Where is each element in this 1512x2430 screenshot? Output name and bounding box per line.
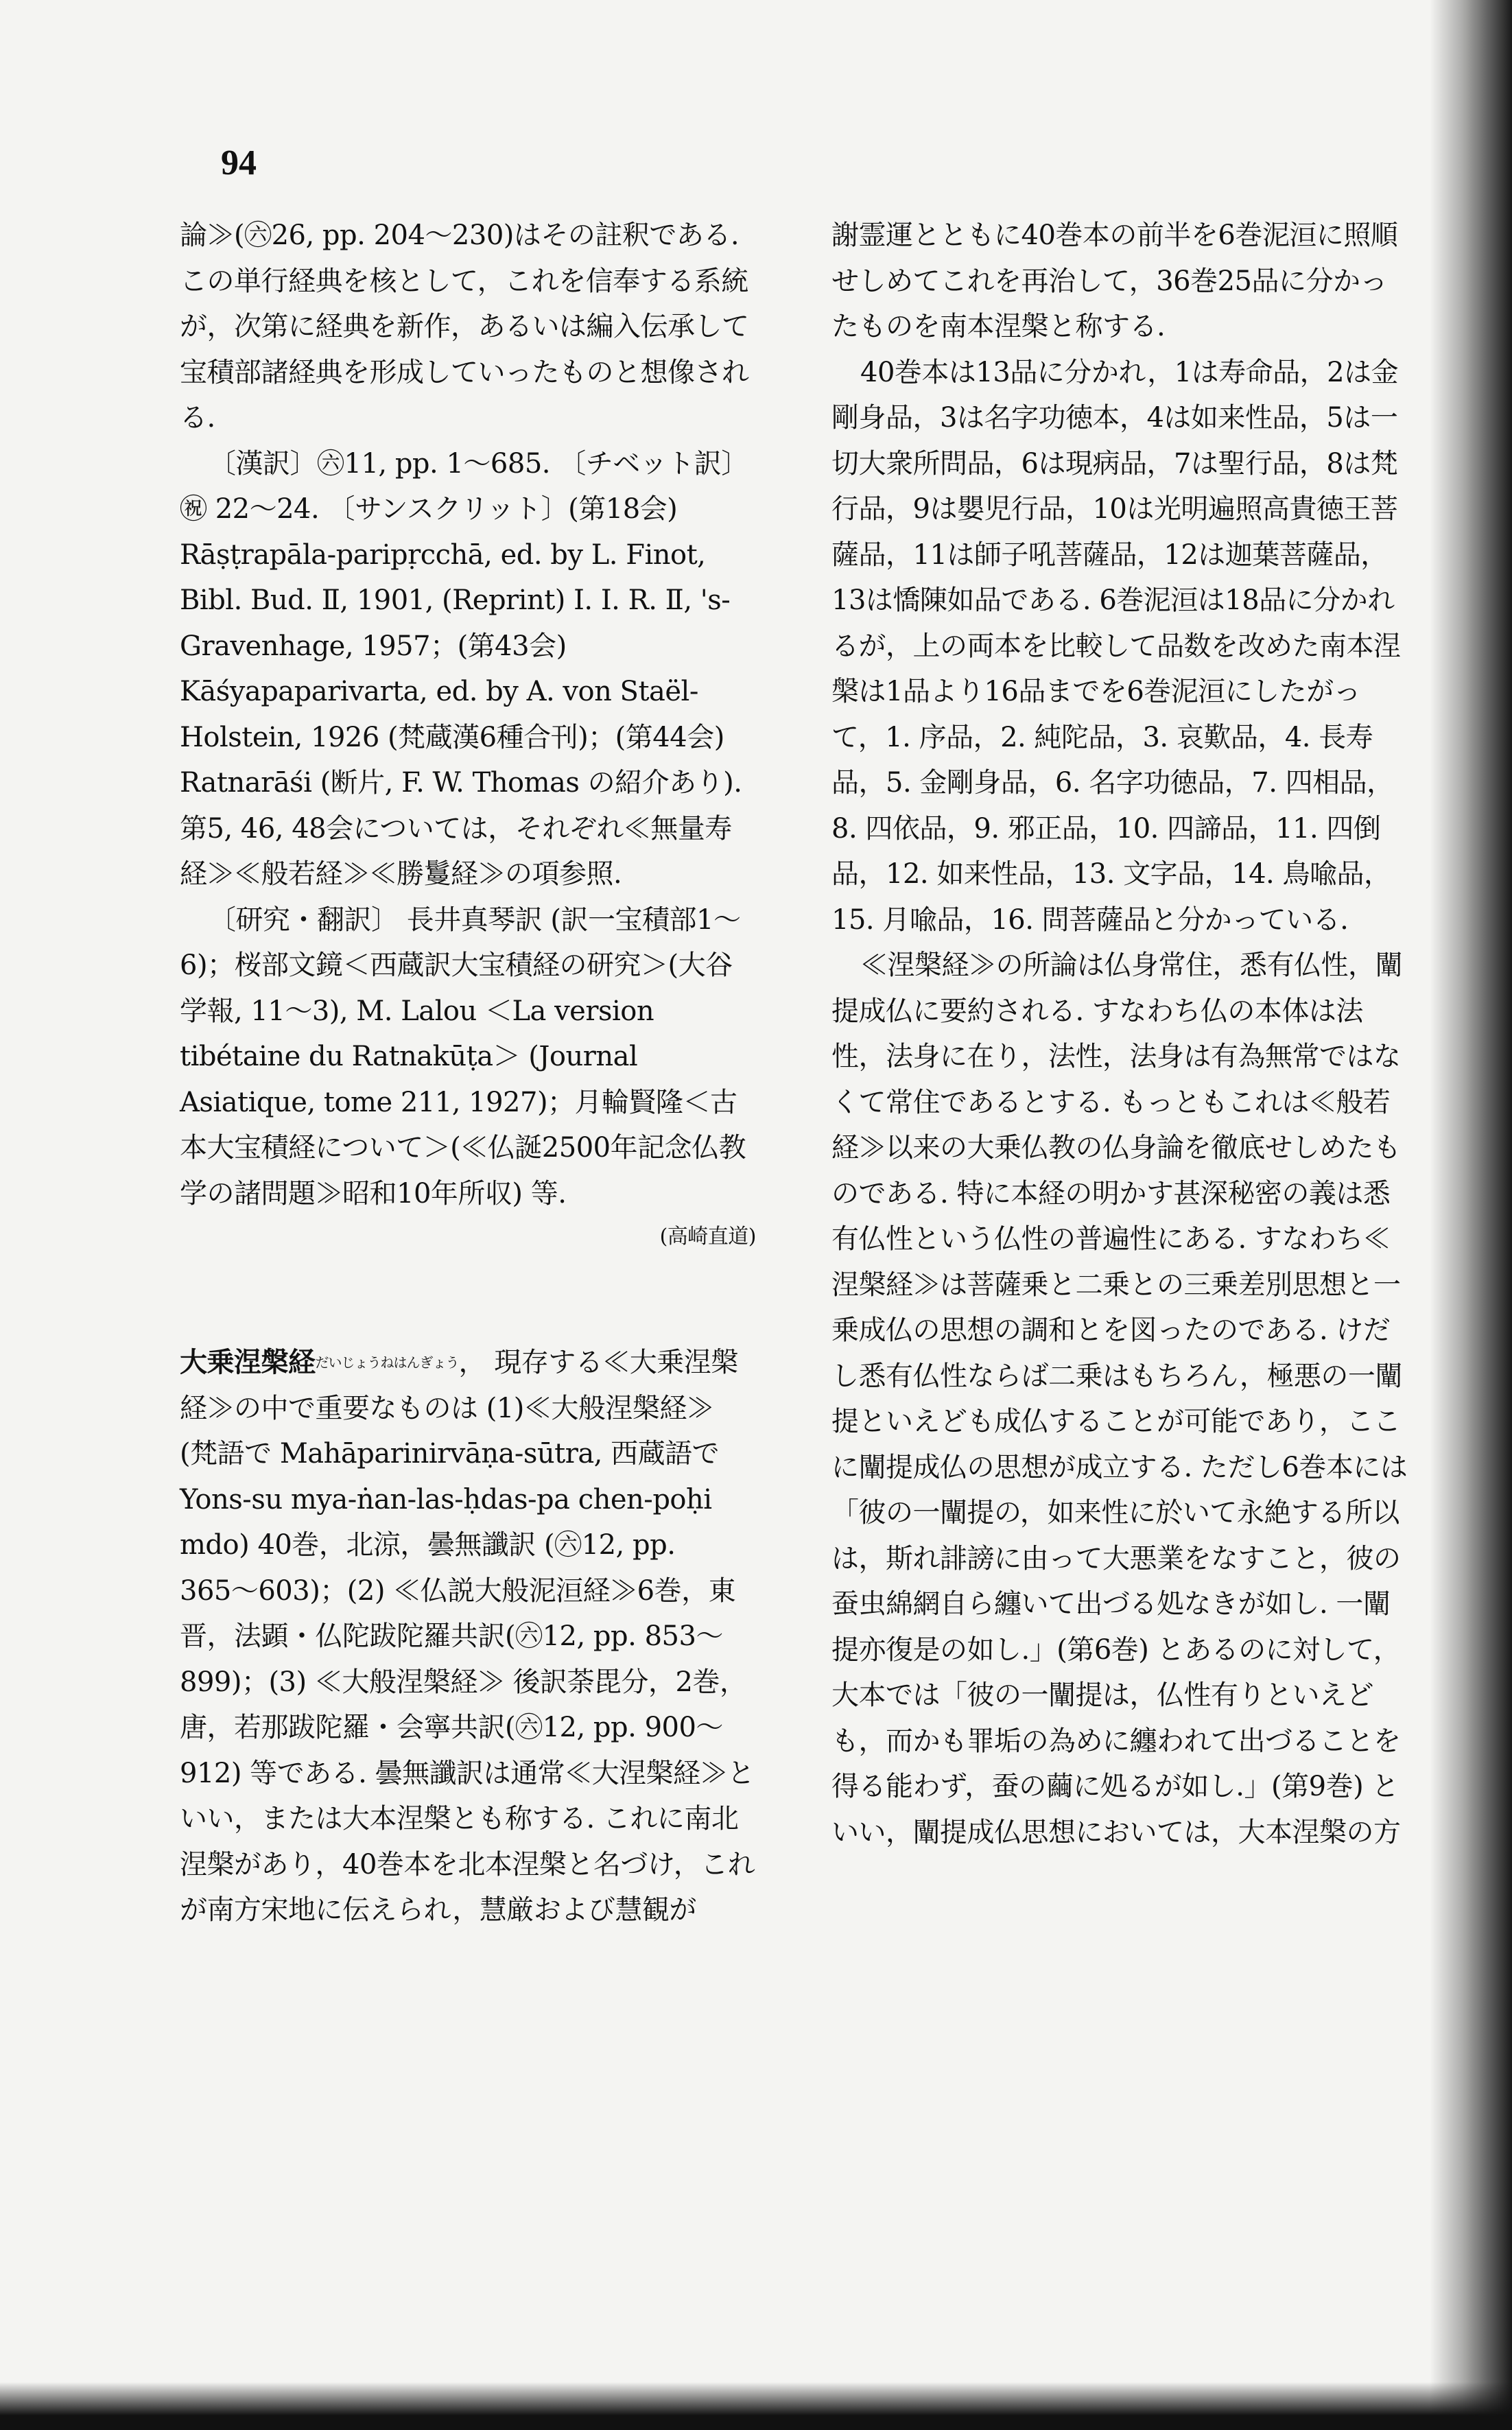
page-binding-shadow [1430,0,1512,2430]
paragraph: 〔研究・翻訳〕 長井真琴訳 (訳一宝積部1〜6)；桜部文鏡＜西蔵訳大宝積経の研究＞(大谷学報, 11〜3), M. Lalou ＜La version tibétaine du Ratnakūṭa＞ (Journal Asiatique, tome 211, 1927)；月輪賢隆＜古本大宝積経について＞(≪仏誕2500年記念仏教学の諸問題≫昭和10年所収) 等. [180,904,746,1210]
page-number: 94 [221,143,257,182]
entry-reading: だいじょうねはんぎょう [315,1354,459,1371]
page-bottom-edge [0,2382,1512,2430]
paragraph: 論≫(㊅26, pp. 204〜230)はその註釈である. この単行経典を核として，これを信奉する系統が，次第に経典を新作，あるいは編入伝承して宝積部諸経典を形成していったものと想像される. [180,220,749,434]
paragraph: ≪涅槃経≫の所論は仏身常住，悉有仏性，闡提成仏に要約される. すなわち仏の本体は法性，法身に在り，法性，法身は有為無常ではなくて常住であるとする. もっともこれは≪般若経≫以来の大乗仏教の仏身論を徹底せしめたものである. 特に本経の明かす甚深秘密の義は悉有仏性という仏性の普遍性にある. すなわち≪涅槃経≫は菩薩乗と二乗との三乗差別思想と一乗成仏の思想の調和とを図ったのである. けだし悉有仏性ならば二乗はもちろん，極悪の一闡提といえども成仏することが可能であり，ここに闡提成仏の思想が成立する. ただし6巻本には「彼の一闡提の，如来性に於いて永絶する所以は，斯れ誹謗に由って大悪業をなすこと，彼の蚕虫綿網自ら纏いて出づる処なきが如し. 一闡提亦復是の如し.」(第6巻) とあるのに対して，大本では「彼の一闡提は，仏性有りといえども，而かも罪垢の為めに纏われて出づることを得る能わず，蚕の繭に処るが如し.」(第9巻) といい，闡提成仏思想においては，大本涅槃の方 [831,949,1408,1848]
left-column [180,213,756,1933]
entry-paragraph: 大乗涅槃経$^{だいじょうねはんぎょう}$， 現存する≪大乗涅槃経≫の中で重要なものは (1)≪大般涅槃経≫ (梵語で Mahāparinirvāṇa-sūtra, 西蔵語で Yons-su mya-ṅan-las-ḥdas-pa chen-poḥi mdo) 40巻，北涼，曇無讖訳 (㊅12, pp. 365〜603)；(2) ≪仏説大般泥洹経≫6巻，東晋，法顕・仏陀跋陀羅共訳(㊅12, pp. 853〜899)；(3) ≪大般涅槃経≫ 後訳荼毘分，2巻，唐，若那跋陀羅・会寧共訳(㊅12, pp. 900〜912) 等である. 曇無讖訳は通常≪大涅槃経≫といい，または大本涅槃とも称する. これに南北涅槃があり，40巻本を北本涅槃と名づけ，これが南方宋地に伝えられ，慧厳および慧観が [180,1346,755,1926]
paragraph: 謝霊運とともに40巻本の前半を6巻泥洹に照順せしめてこれを再治して，36巻25品に分かったものを南本涅槃と称する. [831,220,1398,342]
entry-body: 現存する≪大乗涅槃経≫の中で重要なものは (1)≪大般涅槃経≫ (梵語で Mahāparinirvāṇa-sūtra, 西蔵語で Yons-su mya-ṅan-las-ḥdas-pa chen-poḥi mdo) 40巻，北涼，曇無讖訳 (㊅12, pp. 365〜603)；(2) ≪仏説大般泥洹経≫6巻，東晋，法顕・仏陀跋陀羅共訳(㊅12, pp. 853〜899)；(3) ≪大般涅槃経≫ 後訳荼毘分，2巻，唐，若那跋陀羅・会寧共訳(㊅12, pp. 900〜912) 等である. 曇無讖訳は通常≪大涅槃経≫といい，または大本涅槃とも称する. これに南北涅槃があり，40巻本を北本涅槃と名づけ，これが南方宋地に伝えられ，慧厳および慧観が [180,1347,755,1926]
entry-title: 大乗涅槃経 [180,1346,316,1378]
paragraph: 〔漢訳〕㊅11, pp. 1〜685. 〔チベット訳〕㊗ 22〜24. 〔サンスクリット〕(第18会) Rāṣṭrapāla-paripṛcchā, ed. by L. Finot, Bibl. Bud. Ⅱ, 1901, (Reprint) I. I. R. Ⅱ, 's-Gravenhage, 1957；(第43会) Kāśyapaparivarta, ed. by A. von Staël-Holstein, 1926 (梵蔵漢6種合刊)；(第44会) Ratnarāśi (断片, F. W. Thomas の紹介あり). 第5, 46, 48会については，それぞれ≪無量寿経≫≪般若経≫≪勝鬘経≫の項参照. [180,447,748,890]
author-credit: (高崎直道) [659,1225,756,1249]
right-column [831,213,1408,1855]
paragraph: 40巻本は13品に分かれ，1は寿命品，2は金剛身品，3は名字功徳本，4は如来性品，5は一切大衆所問品，6は現病品，7は聖行品，8は梵行品，9は嬰児行品，10は光明遍照高貴徳王菩薩品，11は師子吼菩薩品，12は迦葉菩薩品，13は憍陳如品である. 6巻泥洹は18品に分かれるが，上の両本を比較して品数を改めた南本涅槃は1品より16品までを6巻泥洹にしたがって，1. 序品，2. 純陀品，3. 哀歎品，4. 長寿品，5. 金剛身品，6. 名字功徳品，7. 四相品，8. 四依品，9. 邪正品，10. 四諦品，11. 四倒品，12. 如来性品，13. 文字品，14. 鳥喩品，15. 月喩品，16. 問菩薩品と分かっている. [831,356,1401,936]
